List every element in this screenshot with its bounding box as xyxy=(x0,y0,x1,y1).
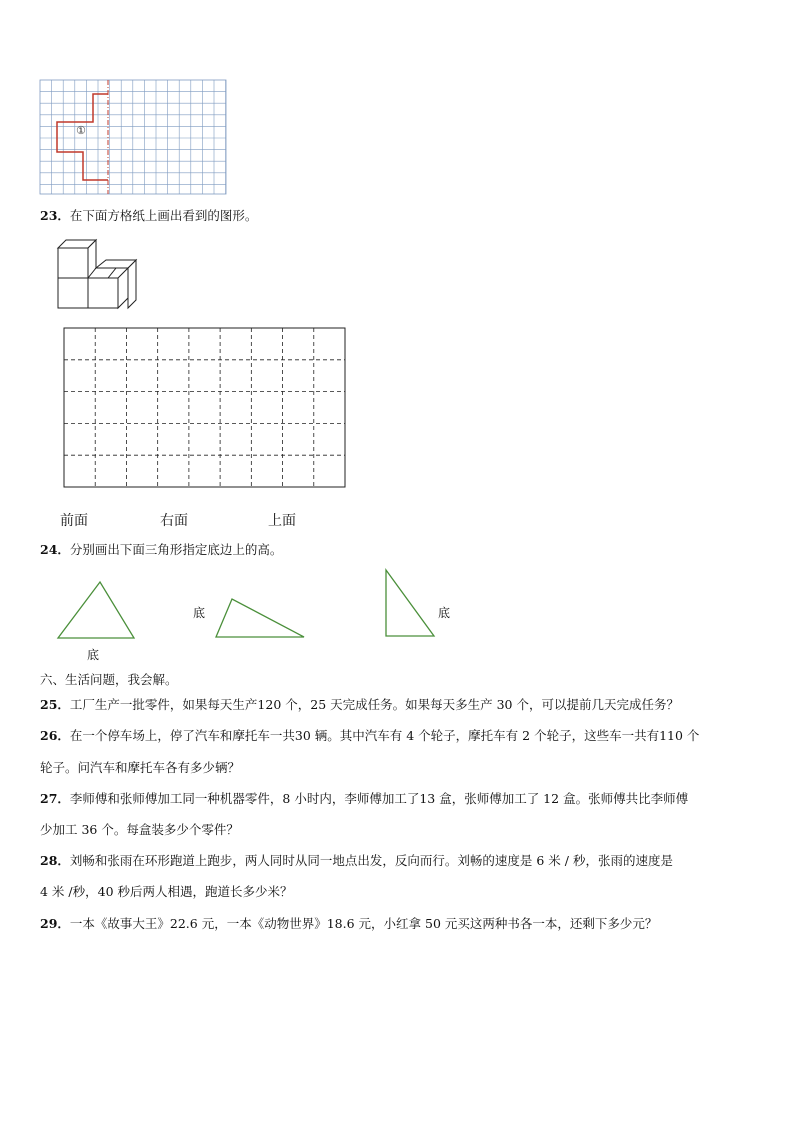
question-26-line2: 轮子。问汽车和摩托车各有多少辆？ xyxy=(40,760,241,775)
question-27-line1: 李师傅和张师傅加工同一种机器零件，8 小时内，李师傅加工了13 盒，张师傅加工了 12 盒。张师傅共比李师傅 xyxy=(69,791,689,806)
triangle-2 xyxy=(214,597,306,639)
question-28 xyxy=(40,853,673,869)
question-29-text: 一本《故事大王》22.6 元，一本《动物世界》18.6 元，小红拿 50 元买这两种书各一本，还剩下多少元？ xyxy=(69,916,658,931)
question-24-number: 24． xyxy=(40,542,70,557)
question-25-number: 25． xyxy=(40,697,70,712)
question-28-line2: 4 米 /秒，40 秒后两人相遇，跑道长多少米？ xyxy=(40,884,293,899)
question-25-text: 工厂生产一批零件，如果每天生产120 个，25 天完成任务。如果每天多生产 30 个，可以提前几天完成任务？ xyxy=(69,697,679,712)
question-29-number: 29． xyxy=(40,916,70,931)
question-27 xyxy=(40,791,688,807)
symmetry-grid-figure xyxy=(40,80,230,196)
question-24 xyxy=(40,542,282,558)
triangle-1 xyxy=(56,580,136,642)
question-26-number: 26． xyxy=(40,728,70,743)
view-label-top: 上面 xyxy=(268,513,296,529)
view-label-right: 右面 xyxy=(160,513,188,529)
question-25 xyxy=(40,697,679,713)
triangle-3-base-label: 底 xyxy=(438,606,451,620)
section-6-title: 六、生活问题，我会解。 xyxy=(40,672,178,687)
question-23-number: 23． xyxy=(40,208,70,223)
question-26-line1: 在一个停车场上，停了汽车和摩托车一共30 辆。其中汽车有 4 个轮子，摩托车有 2 个轮子，这些车一共有110 个 xyxy=(69,728,700,743)
question-28-number: 28． xyxy=(40,853,70,868)
drawing-grid[interactable] xyxy=(64,328,346,488)
question-23-text: 在下面方格纸上画出看到的图形。 xyxy=(69,208,258,223)
triangle-3 xyxy=(384,568,436,638)
cube-stack-figure xyxy=(58,238,140,310)
triangle-2-base-label: 底 xyxy=(193,606,206,620)
shape-1-label: ① xyxy=(76,124,86,137)
shape-1-outline xyxy=(57,94,108,180)
triangle-1-base-label: 底 xyxy=(87,648,100,662)
view-label-front: 前面 xyxy=(60,513,88,529)
question-29 xyxy=(40,916,657,932)
question-24-text: 分别画出下面三角形指定底边上的高。 xyxy=(69,542,283,557)
question-26 xyxy=(40,728,699,744)
question-23 xyxy=(40,208,257,224)
question-28-line1: 刘畅和张雨在环形跑道上跑步，两人同时从同一地点出发，反向而行。刘畅的速度是 6 米 / 秒，张雨的速度是 xyxy=(69,853,673,868)
question-27-line2: 少加工 36 个。每盒装多少个零件？ xyxy=(40,822,239,837)
question-27-number: 27． xyxy=(40,791,70,806)
